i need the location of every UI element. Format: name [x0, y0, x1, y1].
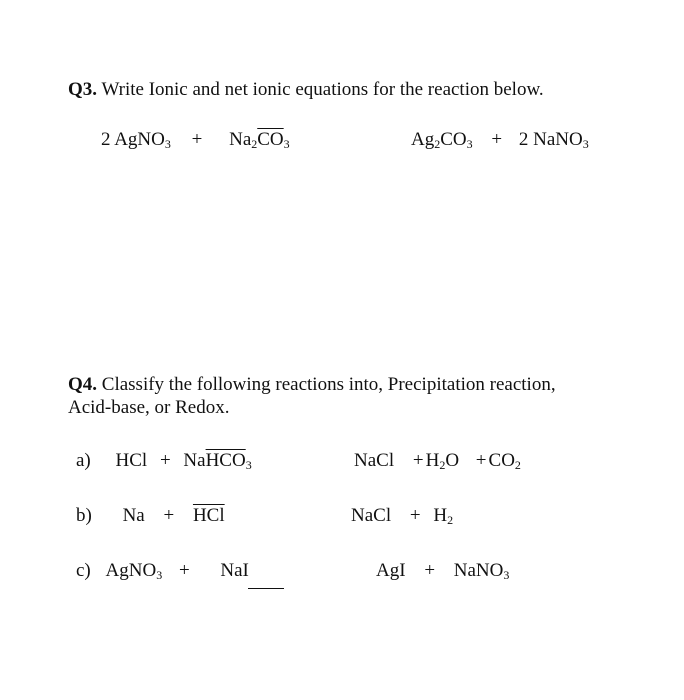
q4c-reactant-nai: NaI	[220, 560, 249, 581]
q3-product-nano3	[519, 129, 589, 150]
q3-product-ag2co3	[411, 129, 473, 150]
q3-nano3-text: 2 NaNO	[518, 129, 583, 150]
q4b-reactants	[76, 505, 225, 527]
q4b-label: b)	[76, 505, 92, 526]
q4a-products	[354, 450, 521, 472]
q3-nano3-sub: 3	[582, 137, 589, 151]
q4a-h2o-h: H	[425, 450, 440, 471]
q3-na2co3-sub-3: 3	[283, 137, 290, 151]
q4b-plus-2: +	[409, 505, 421, 526]
q4a-nahco3-sub: 3	[245, 458, 252, 472]
q4-prompt-line-2: Acid-base, or Redox.	[68, 397, 230, 418]
q4c-reactants	[76, 560, 249, 582]
q4-heading-line-2	[68, 397, 229, 419]
q4b-h2-h: H	[433, 505, 448, 526]
q3-ag2co3-co: CO	[440, 129, 467, 150]
q4a-product-co2	[489, 450, 521, 471]
q4a-plus-3: +	[475, 450, 487, 471]
q4b-product-nacl: NaCl	[351, 505, 392, 526]
q4c-plus-1: +	[178, 560, 190, 581]
q3-ag2co3-ag: Ag	[411, 129, 435, 150]
q3-equation-reactants	[101, 129, 290, 151]
q4a-reactant-nahco3	[183, 450, 251, 471]
q4-number: Q4.	[68, 374, 98, 395]
q4c-label: c)	[76, 560, 91, 581]
q4a-reactant-hcl: HCl	[115, 450, 148, 471]
q4-prompt-line-1: Classify the following reactions into, Precipitation reaction,	[101, 374, 556, 395]
q4b-product-h2	[433, 505, 453, 526]
q4a-plus-2: +	[412, 450, 424, 471]
q3-reactant-na2co3	[229, 129, 290, 150]
q4b-reactant-hcl: $\overline{HCl}$	[192, 505, 225, 526]
q4a-co2-sub: 2	[514, 458, 521, 472]
q4a-plus-1: +	[159, 450, 171, 471]
q4a-product-h2o	[426, 450, 459, 471]
q3-number: Q3.	[68, 79, 98, 100]
q4c-product-nano3	[454, 560, 510, 581]
q4a-product-nacl: NaCl	[354, 450, 395, 471]
q3-prompt: Write Ionic and net ionic equations for the reaction below.	[101, 79, 544, 100]
q3-reactant-agno3-subscript: 3	[164, 137, 171, 151]
q4c-plus-2: +	[424, 560, 436, 581]
q3-plus-2: +	[491, 129, 503, 150]
q4c-reaction-line	[248, 588, 284, 589]
q4c-agno3-text: AgNO	[105, 560, 157, 581]
q4b-products	[351, 505, 453, 527]
q4a-co2-co: CO	[488, 450, 515, 471]
q4a-h2o-sub: 2	[439, 458, 446, 472]
q3-plus-1: +	[191, 129, 203, 150]
q3-equation-products	[411, 129, 589, 151]
q4b-reactant-na: Na	[122, 505, 145, 526]
q3-reactant-agno3: 2 AgNO	[101, 129, 165, 150]
q3-na2co3-sub-2: 2	[251, 137, 258, 151]
q3-heading	[68, 79, 544, 101]
q4a-label: a)	[76, 450, 91, 471]
q4c-nano3-sub: 3	[503, 568, 510, 582]
q4-heading-line-1	[68, 374, 556, 396]
q4c-nano3-text: NaNO	[453, 560, 504, 581]
q3-ag2co3-sub-3: 3	[466, 137, 473, 151]
q3-na2co3-co: $\overline{CO}$	[257, 129, 284, 150]
q4a-nahco3-na: Na	[183, 450, 206, 471]
q3-ag2co3-sub-2: 2	[434, 137, 441, 151]
q4a-h2o-o: O	[445, 450, 460, 471]
q4c-products	[376, 560, 509, 582]
q3-na2co3-na: Na	[229, 129, 252, 150]
q4a-reactants	[76, 450, 252, 472]
q4b-h2-sub: 2	[447, 513, 454, 527]
q4c-product-agi: AgI	[376, 560, 406, 581]
q4c-agno3-sub: 3	[156, 568, 163, 582]
q4b-plus-1: +	[163, 505, 175, 526]
q4a-nahco3-hco: $\overline{HCO}$	[205, 450, 246, 471]
q4c-reactant-agno3	[106, 560, 163, 581]
